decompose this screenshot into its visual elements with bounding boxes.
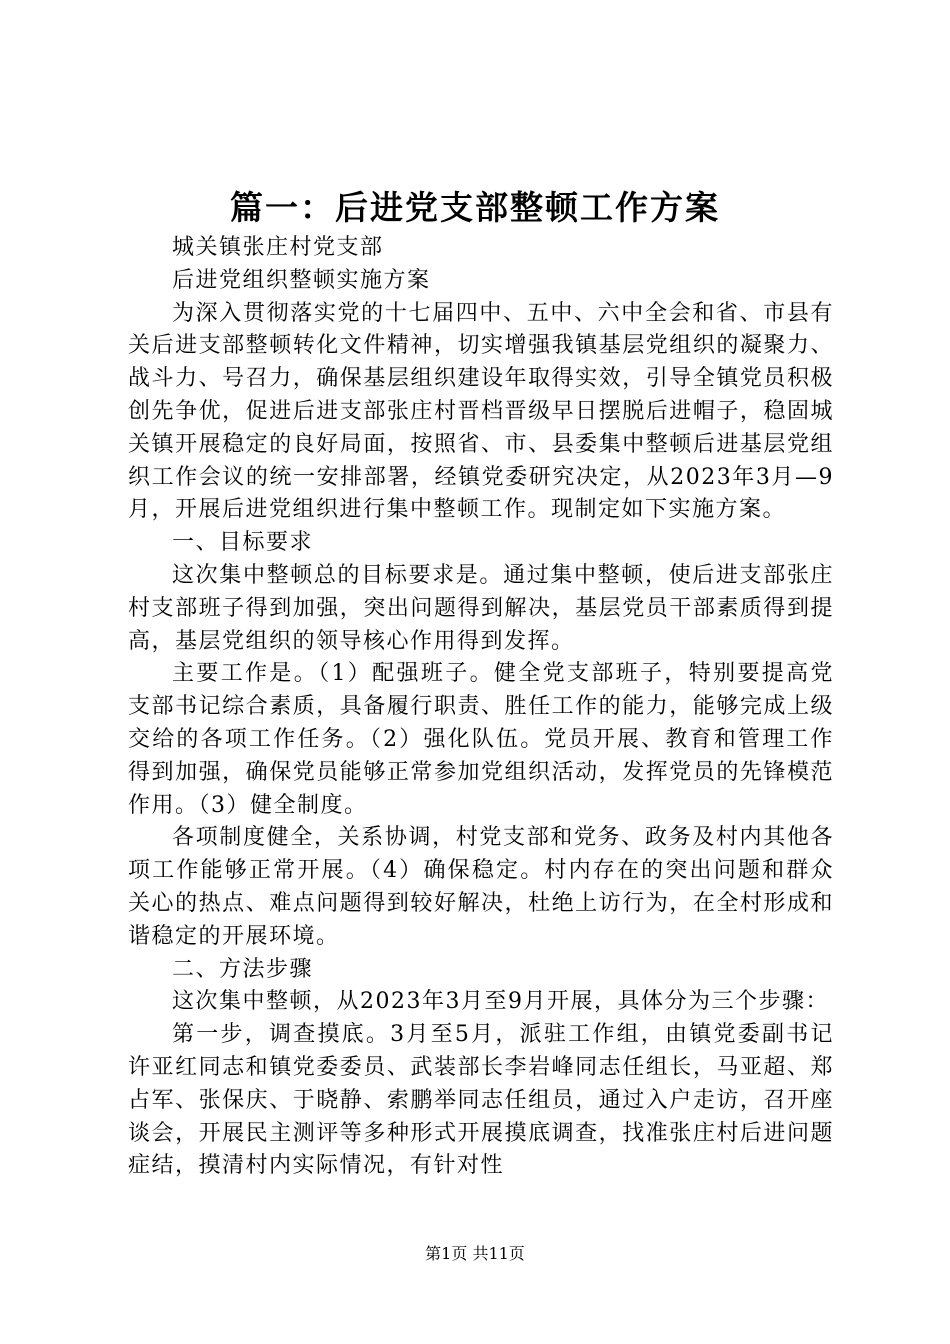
paragraph-organization: 城关镇张庄村党支部 [172,235,384,260]
paragraph-methods-intro: 这次集中整顿，从2023年3月至9月开展，具体分为三个步骤： [172,989,829,1015]
page-footer: 第1页 共11页 [425,1244,525,1263]
document-title: 篇一：后进党支部整顿工作方案 [230,188,720,227]
paragraph-step-one: 第一步，调查摸底。3月至5月，派驻工作组，由镇党委副书记许亚红同志和镇党委委员、武装部长李岩峰同志任组长，马亚超、郑占军、张保庆、于晓静、索鹏举同志任组员，通过入户走访，召开座谈会，开展民主测评等多种形式开展摸底调查，找准张庄村后进问题症结，摸清村内实际情况，有针对性 [128,1022,834,1179]
paragraph-plan-name: 后进党组织整顿实施方案 [172,267,431,293]
paragraph-introduction: 为深入贯彻落实党的十七届四中、五中、六中全会和省、市县有关后进支部整顿转化文件精神，切实增强我镇基层党组织的凝聚力、战斗力、号召力，确保基层组织建设年取得实效，引导全镇党员积极创先争优，促进后进支部张庄村晋档晋级早日摆脱后进帽子，稳固城关镇开展稳定的良好局面，按照省、市、县委集中整顿后进基层党组织工作会议的统一安排部署，经镇党委研究决定，从2023年3月—9月，开展后进党组织进行集中整顿工作。现制定如下实施方案。 [128,300,834,523]
paragraph-main-tasks: 主要工作是。（1）配强班子。健全党支部班子，特别要提高党支部书记综合素质，具备履行职责、胜任工作的能力，能够完成上级交给的各项工作任务。（2）强化队伍。党员开展、教育和管理工作得到加强，确保党员能够正常参加党组织活动，发挥党员的先锋模范作用。（3）健全制度。 [128,661,834,818]
section-heading-goals: 一、目标要求 [172,530,314,556]
section-heading-methods: 二、方法步骤 [172,956,314,982]
paragraph-systems: 各项制度健全，关系协调，村党支部和党务、政务及村内其他各项工作能够正常开展。（4）确保稳定。村内存在的突出问题和群众关心的热点、难点问题得到较好解决，杜绝上访行为，在全村形成和谐稳定的开展环境。 [128,825,834,949]
paragraph-goals: 这次集中整顿总的目标要求是。通过集中整顿，使后进支部张庄村支部班子得到加强，突出问题得到解决，基层党员干部素质得到提高，基层党组织的领导核心作用得到发挥。 [128,562,834,654]
document-body [128,232,834,1183]
